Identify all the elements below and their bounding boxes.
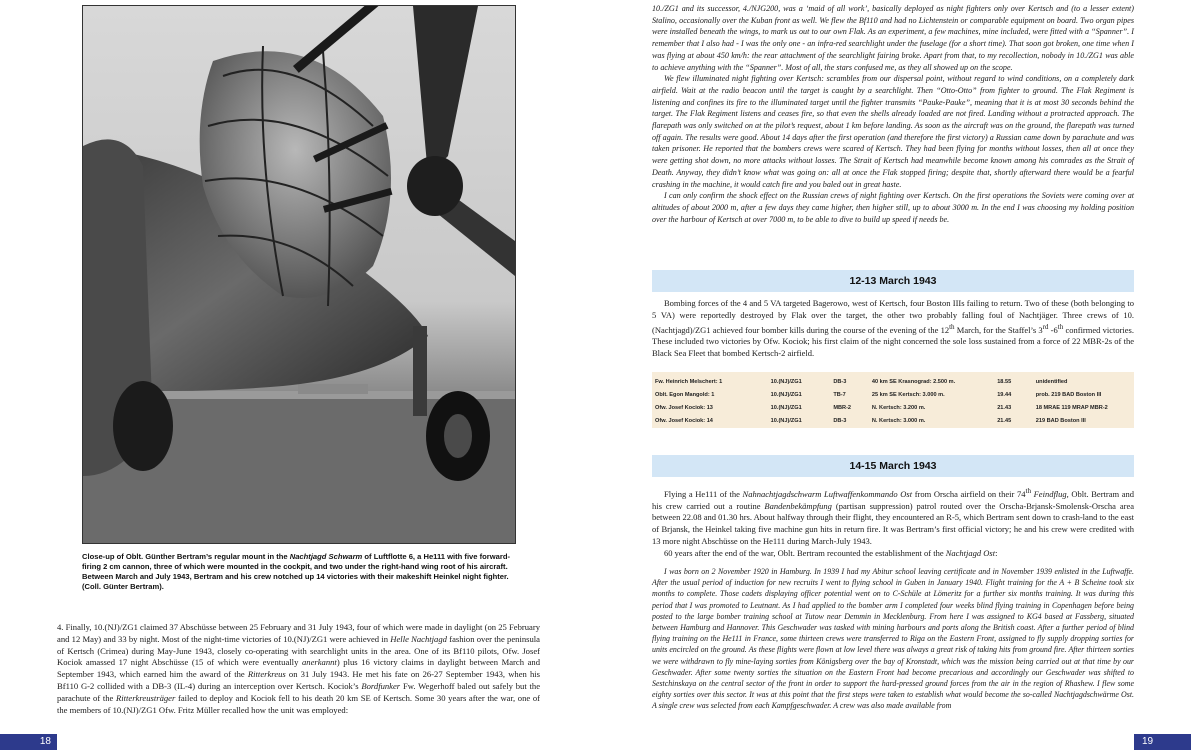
- table-cell: unidentified: [1035, 378, 1068, 385]
- table-cell: Oblt. Egon Mangold: 1: [655, 391, 715, 398]
- left-body-text: 4. Finally, 10.(NJ)/ZG1 claimed 37 Abschüsse between 25 February and 31 July 1943, four of which were made in daylight (on 25 February and 12 May) and 33 by night. Most of the night-time victories of 10.(NJ)/ZG1 were achieved in Helle Nachtjagd fashion over the peninsula of Kertsch (Crimea) during May-June 1943, closely co-operating with searchlight units in the area. One of its Bf110 pilots, Ofw. Josef Kociok amassed 17 night Abschüsse (15 of which were eventually anerkannt) plus 16 victory claims in daylight between March and September 1943, which earned him the award of the Ritterkreus on 31 July 1943. He met his fate on 26-27 September 1943, when his Bf110 G-2 collided with a DB-3 (IL-4) during an interception over Kertsch. Kociok’s Bordfunker Fw. Wegerhoff baled out safely but the parachute of the Ritterkreusträger failed to deploy and Kociok fell to his death 20 km SE of Kertsch. Some 30 years after the war, one of the members of 10.(NJ)/ZG1 Ofw. Fritz Müller recalled how the unit was employed:: [57, 622, 541, 715]
- table-cell: 10.(NJ)/ZG1: [770, 378, 802, 385]
- table-cell: N. Kertsch: 3.000 m.: [871, 417, 926, 424]
- table-cell: 10.(NJ)/ZG1: [770, 417, 802, 424]
- sixty-years-paragraph: 60 years after the end of the war, Oblt. Bertram recounted the establishment of the Nachtjagd Ost:: [664, 547, 998, 558]
- right-page: [596, 0, 1191, 750]
- table-cell: 10.(NJ)/ZG1: [770, 404, 802, 411]
- table-cell: TB-7: [833, 391, 846, 398]
- table-cell: 25 km SE Kertsch: 3.000 m.: [871, 391, 945, 398]
- left-page: [0, 0, 595, 750]
- march-12-paragraph: Bombing forces of the 4 and 5 VA targeted Bagerowo, west of Kertsch, four Boston IIIs failing to return. Two of these (both belonging to 5 VA) were reportedly destroyed by Flak over the target, the other two probably falling foul of Nachtjäger. Three crews of 10.(Nachtjagd)/ZG1 achieved four bomber kills during the course of the evening of the 12th March, for the Staffel’s 3rd -6th confirmed victories. These included two victories by Ofw. Kociok; his first claim of the night concerned the sole loss sustained from a force of 22 MBR-2s of the Black Sea Fleet that bombed Kertsch-2 airfield.: [652, 298, 1134, 359]
- table-cell: 21.45: [997, 417, 1012, 424]
- table-cell: 19.44: [997, 391, 1012, 398]
- table-row: [652, 388, 1134, 401]
- march-14-paragraphs: [652, 486, 1134, 560]
- table-cell: 219 BAD Boston III: [1035, 417, 1086, 424]
- table-cell: 10.(NJ)/ZG1: [770, 391, 802, 398]
- page-number-right: 19: [1134, 734, 1191, 750]
- muller-quote: [652, 3, 1134, 225]
- table-cell: 18 MRAE 119 MRAP MBR-2: [1035, 404, 1108, 411]
- page-number-left: 18: [0, 734, 57, 750]
- table-cell: Fw. Heinrich Melschert: 1: [655, 378, 723, 385]
- table-cell: DB-3: [833, 417, 847, 424]
- table-row: [652, 375, 1134, 388]
- table-cell: DB-3: [833, 378, 847, 385]
- aircraft-illustration: [83, 6, 515, 543]
- bertram-quote: [652, 566, 1134, 712]
- quote-paragraph: We flew illuminated night fighting over Kertsch: scrambles from our dispersal point, without regard to wind conditions, on a completely dark airfield. Wait at the radio beacon until the target is caught by a searchlight. Then “Otto-Otto” from fighter to ground. The Flak Regiment is listening and confines its fire to the illuminated target until the fighter transmits “Pauke-Pauke”, meaning that it is at most 30 seconds behind the target. The Flak Regiment listens and ceases fire, so that even the shells already loaded are not fired. Landing without a protracted approach. The flarepath was only switched on at the pilot’s request, about 1 km before landing. As soon as the aircraft was on the ground, the flarepath was turned off again. The results were good. About 14 days after the first operation (and therefore the first victory) a Russian came down by parachute and was taken prisoner. He reported that the bombers crews were scared of Kertsch. They had been flying for months without losses, then all at once they were getting shot down, no more attacks without losses. The Strait of Kertsch had meanwhile become known among his comrades as the Strait of Death. Anyway, they didn’t know what was going on: all at once the Flak stopped firing; despite that, shortly afterward there would be a fearful crashing in the machine, it would catch fire and you baled out in great haste.: [652, 74, 1134, 189]
- table-cell: N. Kertsch: 3.200 m.: [871, 404, 926, 411]
- table-cell: Ofw. Josef Kociok: 13: [655, 404, 713, 411]
- table-cell: Ofw. Josef Kociok: 14: [655, 417, 713, 424]
- table-cell: 40 km SE Krasnograd: 2.500 m.: [871, 378, 956, 385]
- photo-caption: Close-up of Oblt. Günther Bertram’s regular mount in the Nachtjagd Schwarm of Luftflotte 6, a He111 with five forward-firing 2 cm cannon, three of which were mounted in the cockpit, and two under the right-hand wing root of his aircraft. Between March and July 1943, Bertram and his crew notched up 14 victories with their makeshift Heinkel night fighter. (Coll. Günter Bertram).: [82, 552, 510, 591]
- table-row: [652, 401, 1134, 414]
- table-cell: 21.43: [997, 404, 1012, 411]
- march-14-paragraph: Flying a He111 of the Nahnachtjagdschwarm Luftwaffenkommando Ost from Orscha airfield on their 74th Feindflug, Oblt. Bertram and his crew carried out a routine Bandenbekämpfung (partisan suppression) patrol routed over the Orscha-Brjansk-Smolensk-Orscha area between 22.08 and 01.30 hrs. About halfway through their flight, they encountered an R-5, which Bertram sent down to crash-land to the east of Brjansk, the Heinkel taking five machine gun hits in return fire. It was Bertram’s first official victory; he and his crew were credited with 13 more night Abschüsse on the He111 during March-July 1943.: [652, 487, 1134, 547]
- table-cell: prob. 219 BAD Boston III: [1035, 391, 1102, 398]
- section-heading-14-15-march: 14-15 March 1943: [652, 455, 1134, 477]
- quote-paragraph: I can only confirm the shock effect on the Russian crews of night fighting over Kertsch. On the first operations the Soviets were coming over at altitudes of about 2000 m, after a few days they came higher, then higher still, up to about 3000 m. In the end I was choosing my holding position over the harbour of Kertsch at over 7000 m, to be able to dive to build up speed if needs be.: [652, 191, 1134, 224]
- quote-paragraph: 10./ZG1 and its successor, 4./NJG200, was a ‘maid of all work’, basically deployed as night fighters only over Kertsch and (to a lesser extent) Stalino, occasionally over the Kuban front as well. We flew the Bf110 and had no Lichtenstein or comparable equipment on board. Two organ pipes were installed beneath the wings, to mark us out to our own Flak. As an experiment, a few machines, mine included, were fitted with a “Spanner”. I remember that I also had - I was the only one - an infra-red searchlight under the fuselage (for a short time). That soon got broken, one time when I was flying at about 450 km/h: the rear attachment of the searchlight fairing broke. Apart from that, to my recollection, nobody in 10./ZG1 was able to achieve anything with the “Spanner”. Most of all, the stars confused me, as they all showed up on the scope.: [652, 4, 1134, 72]
- table-cell: MBR-2: [833, 404, 852, 411]
- table-cell: 18.55: [997, 378, 1012, 385]
- victory-claims-table: [652, 372, 1134, 428]
- quote-paragraph: I was born on 2 November 1920 in Hamburg. In 1939 I had my Abitur school leaving certificate and in November 1939 enlisted in the Luftwaffe. After the usual period of induction for new recruits I went to flying school in Guben in January 1940. Flight training for the A + B Scheine took six months to complete. Those cadets displaying officer potential went on to C-Schüle at Lömeritz for a further six months training. It was during this period that I was promoted to Leutnant. As I had applied to the bomber arm I completed four weeks blind flying training in Copenhagen before being posted to the large bomber training school at Tutow near Demmin in Mecklenburg. From here I was assigned to KG4 based at Fassberg, situated between Hamburg and Hannover. This Geschwader was tasked with mining harbours and ports along the British coast. After a further period of blind flying training on the He111 in France, some thirteen crews were transferred to Riga on the Eastern Front, assigned to fly supply dropping sorties for units encircled on the ground. As these flights were flown at low level there was always a great risk of taking hits from ground fire. After thirteen sorties we were withdrawn to fly mine-laying sorties from Königsberg over the bay of Kronstadt, which was the mission being carried out at that time by our Geschwader. After some twenty sorties the situation on the Eastern Front had become precarious and accordingly our Geschwader was shifted to Sestchinskaya on the central sector of the front in order to support the hard-pressed ground forces from the air in the region of Rhashew. I flew some eighty sorties over this sector. It was at this point that the first steps were taken to establish what would become the so-called Nachtjagdschwärme Ost. A single crew was selected from each Kampfgeschwader. A crew was also made available from: [652, 567, 1134, 711]
- he111-nose-photo: [82, 5, 516, 544]
- table-row: [652, 414, 1134, 427]
- section-heading-12-13-march: 12-13 March 1943: [652, 270, 1134, 292]
